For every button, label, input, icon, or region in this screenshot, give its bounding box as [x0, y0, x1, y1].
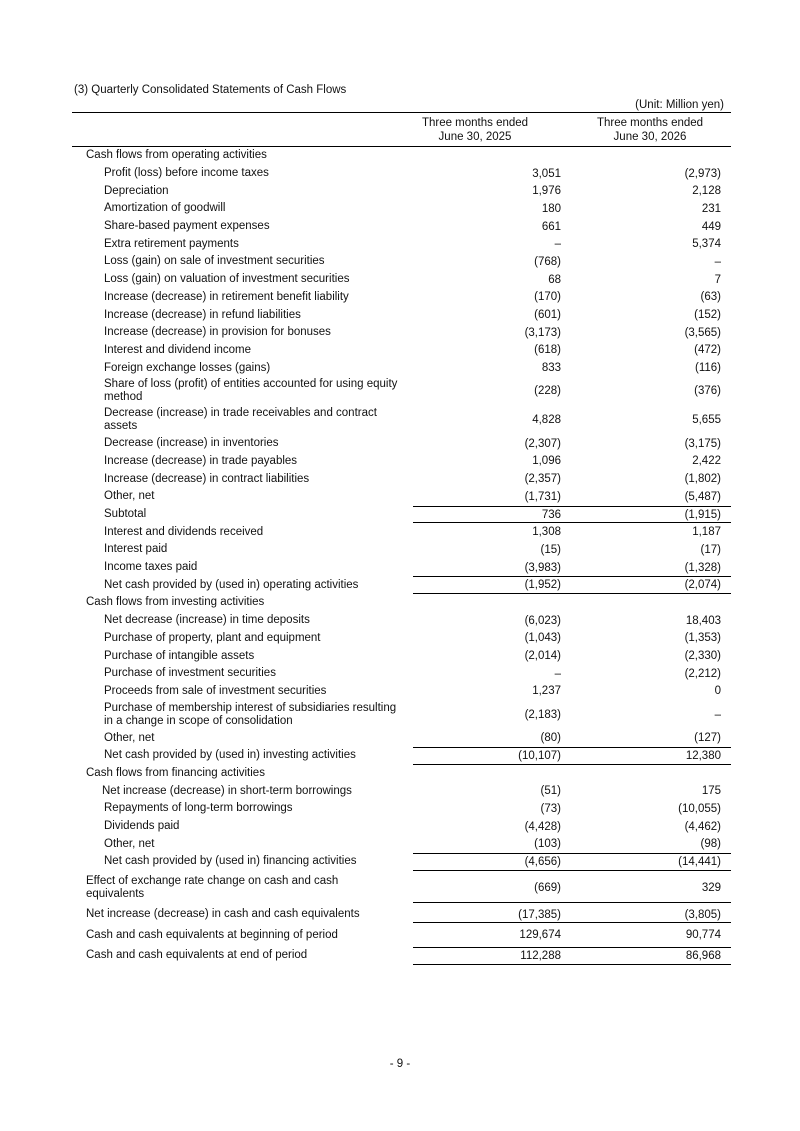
value-2026: 1,187 [692, 526, 721, 539]
row-label: Net cash provided by (used in) operating activities [104, 578, 359, 591]
column-header-line: June 30, 2025 [438, 131, 512, 143]
value-2025: (4,656) [524, 855, 561, 868]
value-2026: (127) [694, 732, 721, 745]
row-label: Decrease (increase) in trade receivables and contract assets [104, 407, 377, 433]
value-2025: (170) [534, 291, 561, 304]
value-2025: 68 [548, 273, 561, 286]
table-row [72, 165, 731, 183]
row-label: Foreign exchange losses (gains) [104, 361, 271, 374]
value-2026: 175 [701, 785, 721, 798]
value-2025: 1,308 [532, 526, 561, 539]
value-2026: (5,487) [684, 490, 721, 503]
table-row [72, 541, 731, 559]
table-row [72, 926, 731, 944]
value-2025: (3,173) [524, 326, 561, 339]
value-2025: 4,828 [532, 414, 561, 427]
value-2025: (103) [534, 838, 561, 851]
table-row [72, 700, 731, 729]
table-row [72, 453, 731, 471]
value-2025: (15) [540, 543, 561, 556]
table-row [72, 306, 731, 324]
row-label: Interest paid [104, 543, 168, 556]
value-2025: (618) [534, 344, 561, 357]
value-2026: (63) [700, 291, 721, 304]
table-row [72, 782, 731, 800]
value-2025: (1,043) [524, 632, 561, 645]
value-2026: 5,655 [692, 414, 721, 427]
table-header [72, 113, 731, 147]
table-row [72, 324, 731, 342]
value-2025: – [554, 667, 561, 680]
value-2025: (80) [540, 732, 561, 745]
table-row [72, 874, 731, 903]
value-2025: 661 [541, 220, 561, 233]
value-2026: (2,973) [684, 167, 721, 180]
value-2025: (51) [540, 785, 561, 798]
value-2026: (116) [695, 362, 721, 375]
value-2026: (2,330) [684, 650, 721, 663]
value-2025: (768) [534, 255, 561, 268]
unit-label: (Unit: Million yen) [635, 99, 724, 111]
value-2025: 1,976 [532, 185, 561, 198]
value-2026: (98) [700, 838, 721, 851]
value-2026: 5,374 [692, 238, 721, 251]
row-label: Loss (gain) on valuation of investment securities [104, 273, 350, 286]
table-row [72, 506, 731, 524]
table-row [72, 289, 731, 307]
table-row [72, 253, 731, 271]
value-2026: – [714, 255, 721, 268]
value-2026: 329 [701, 882, 721, 895]
value-2026: 0 [714, 685, 721, 698]
row-label: Other, net [104, 490, 155, 503]
value-2026: (2,074) [684, 579, 721, 592]
row-label: Extra retirement payments [104, 237, 239, 250]
column-header-2025 [415, 116, 535, 144]
value-2026: (1,915) [684, 508, 721, 521]
value-2025: (4,428) [524, 820, 561, 833]
value-2026: (3,565) [684, 326, 721, 339]
value-2026: 86,968 [685, 949, 721, 962]
row-label: Increase (decrease) in retirement benefit liability [104, 290, 349, 303]
value-2026: (17) [700, 543, 721, 556]
row-label: Increase (decrease) in contract liabilities [104, 472, 310, 485]
value-2025: (1,731) [524, 490, 561, 503]
row-label: Purchase of membership interest of subsidiaries resulting in a change in scope of consolidation [104, 701, 397, 727]
table-row [72, 182, 731, 200]
table-row [72, 435, 731, 453]
table-row [72, 271, 731, 289]
row-label: Interest and dividend income [104, 343, 252, 356]
value-2026: 449 [701, 220, 721, 233]
table-row [72, 488, 731, 506]
row-label: Net cash provided by (used in) financing activities [104, 855, 357, 868]
value-2025: (228) [534, 385, 561, 398]
table-row [72, 406, 731, 435]
table-row [72, 523, 731, 541]
value-2026: (1,802) [684, 473, 721, 486]
value-2026: (14,441) [678, 855, 721, 868]
value-2025: (669) [534, 882, 561, 895]
value-2025: 3,051 [532, 167, 561, 180]
value-2026: (1,353) [684, 632, 721, 645]
value-2026: – [714, 708, 721, 721]
table-row [72, 377, 731, 406]
value-2025: 112,288 [520, 949, 561, 962]
section-heading-row [72, 594, 731, 612]
cash-flow-table [72, 112, 731, 965]
page-number: - 9 - [389, 1058, 411, 1070]
row-label: Other, net [104, 731, 155, 744]
row-label: Share-based payment expenses [104, 220, 270, 233]
value-2025: – [554, 238, 561, 251]
row-label: Subtotal [104, 508, 147, 521]
row-label: Dividends paid [104, 820, 180, 833]
row-label: Cash and cash equivalents at beginning of period [86, 928, 338, 941]
value-2025: (601) [534, 309, 561, 322]
row-label: Other, net [104, 837, 155, 850]
value-2026: (3,805) [684, 908, 721, 921]
value-2026: 18,403 [685, 614, 721, 627]
row-label: Purchase of property, plant and equipment [104, 631, 321, 644]
value-2025: (1,952) [524, 579, 561, 592]
table-row [72, 800, 731, 818]
row-label: Purchase of investment securities [104, 667, 276, 680]
value-2026: (2,212) [684, 667, 721, 680]
row-label: Repayments of long-term borrowings [104, 802, 293, 815]
value-2025: 180 [541, 202, 561, 215]
value-2025: (73) [540, 802, 561, 815]
section-heading-row [72, 147, 731, 165]
table-row [72, 683, 731, 701]
row-label: Cash flows from financing activities [86, 766, 265, 779]
row-label: Proceeds from sale of investment securities [104, 684, 327, 697]
table-row [72, 200, 731, 218]
value-2026: (472) [694, 344, 721, 357]
value-2026: 7 [714, 273, 721, 286]
value-2025: (2,183) [524, 708, 561, 721]
row-label: Cash and cash equivalents at end of period [86, 949, 308, 962]
row-label: Net increase (decrease) in cash and cash equivalents [86, 908, 360, 921]
value-2026: (3,175) [684, 437, 721, 450]
row-label: Interest and dividends received [104, 525, 264, 538]
value-2025: (2,014) [524, 650, 561, 663]
row-label: Loss (gain) on sale of investment securities [104, 255, 325, 268]
row-label: Income taxes paid [104, 561, 198, 574]
table-row [72, 835, 731, 853]
table-row [72, 359, 731, 377]
row-label: Purchase of intangible assets [104, 649, 255, 662]
row-label: Increase (decrease) in provision for bonuses [104, 326, 331, 339]
table-row [72, 218, 731, 236]
value-2025: 1,237 [532, 685, 561, 698]
row-label: Effect of exchange rate change on cash and cash equivalents [86, 875, 339, 901]
table-row [72, 470, 731, 488]
row-label: Increase (decrease) in refund liabilities [104, 308, 301, 321]
column-header-line: June 30, 2026 [613, 131, 687, 143]
table-row [72, 342, 731, 360]
value-2026: (376) [694, 385, 721, 398]
value-2026: (4,462) [684, 820, 721, 833]
column-header-line: Three months ended [596, 117, 704, 129]
table-row [72, 665, 731, 683]
column-header-2026 [580, 116, 720, 144]
row-label: Net increase (decrease) in short-term borrowings [102, 784, 352, 797]
value-2026: (152) [694, 309, 721, 322]
column-header-line: Three months ended [421, 117, 529, 129]
row-label: Net decrease (increase) in time deposits [104, 614, 310, 627]
value-2026: (1,328) [684, 561, 721, 574]
value-2025: 833 [541, 362, 561, 375]
value-2026: (10,055) [678, 802, 721, 815]
table-row [72, 647, 731, 665]
row-label: Decrease (increase) in inventories [104, 437, 279, 450]
table-row [72, 612, 731, 630]
row-label: Depreciation [104, 184, 169, 197]
row-label: Cash flows from investing activities [86, 596, 265, 609]
table-row [72, 818, 731, 836]
table-row [72, 559, 731, 577]
table-row [72, 235, 731, 253]
table-row [72, 747, 731, 765]
table-row [72, 947, 731, 965]
value-2026: 12,380 [685, 749, 721, 762]
value-2026: 90,774 [685, 929, 721, 942]
table-row [72, 576, 731, 594]
table-row [72, 906, 731, 924]
value-2025: (3,983) [524, 561, 561, 574]
table-row [72, 853, 731, 871]
statement-title: (3) Quarterly Consolidated Statements of Cash Flows [74, 84, 347, 96]
row-label: Increase (decrease) in trade payables [104, 454, 298, 467]
value-2025: (10,107) [518, 749, 561, 762]
row-label: Share of loss (profit) of entities accounted for using equity method [104, 378, 398, 404]
value-2025: (2,307) [524, 437, 561, 450]
table-row [72, 630, 731, 648]
value-2025: (17,385) [518, 908, 561, 921]
section-heading-row [72, 765, 731, 783]
value-2026: 2,422 [692, 455, 721, 468]
row-label: Cash flows from operating activities [86, 149, 267, 162]
value-2025: (6,023) [524, 614, 561, 627]
table-row [72, 729, 731, 747]
value-2026: 2,128 [692, 185, 721, 198]
row-label: Profit (loss) before income taxes [104, 167, 269, 180]
value-2025: 129,674 [519, 929, 561, 942]
row-label: Net cash provided by (used in) investing activities [104, 749, 356, 762]
table-body [72, 147, 731, 965]
value-2025: 736 [541, 508, 561, 521]
value-2025: (2,357) [524, 473, 561, 486]
value-2026: 231 [701, 202, 721, 215]
row-label: Amortization of goodwill [104, 202, 226, 215]
value-2025: 1,096 [532, 455, 561, 468]
